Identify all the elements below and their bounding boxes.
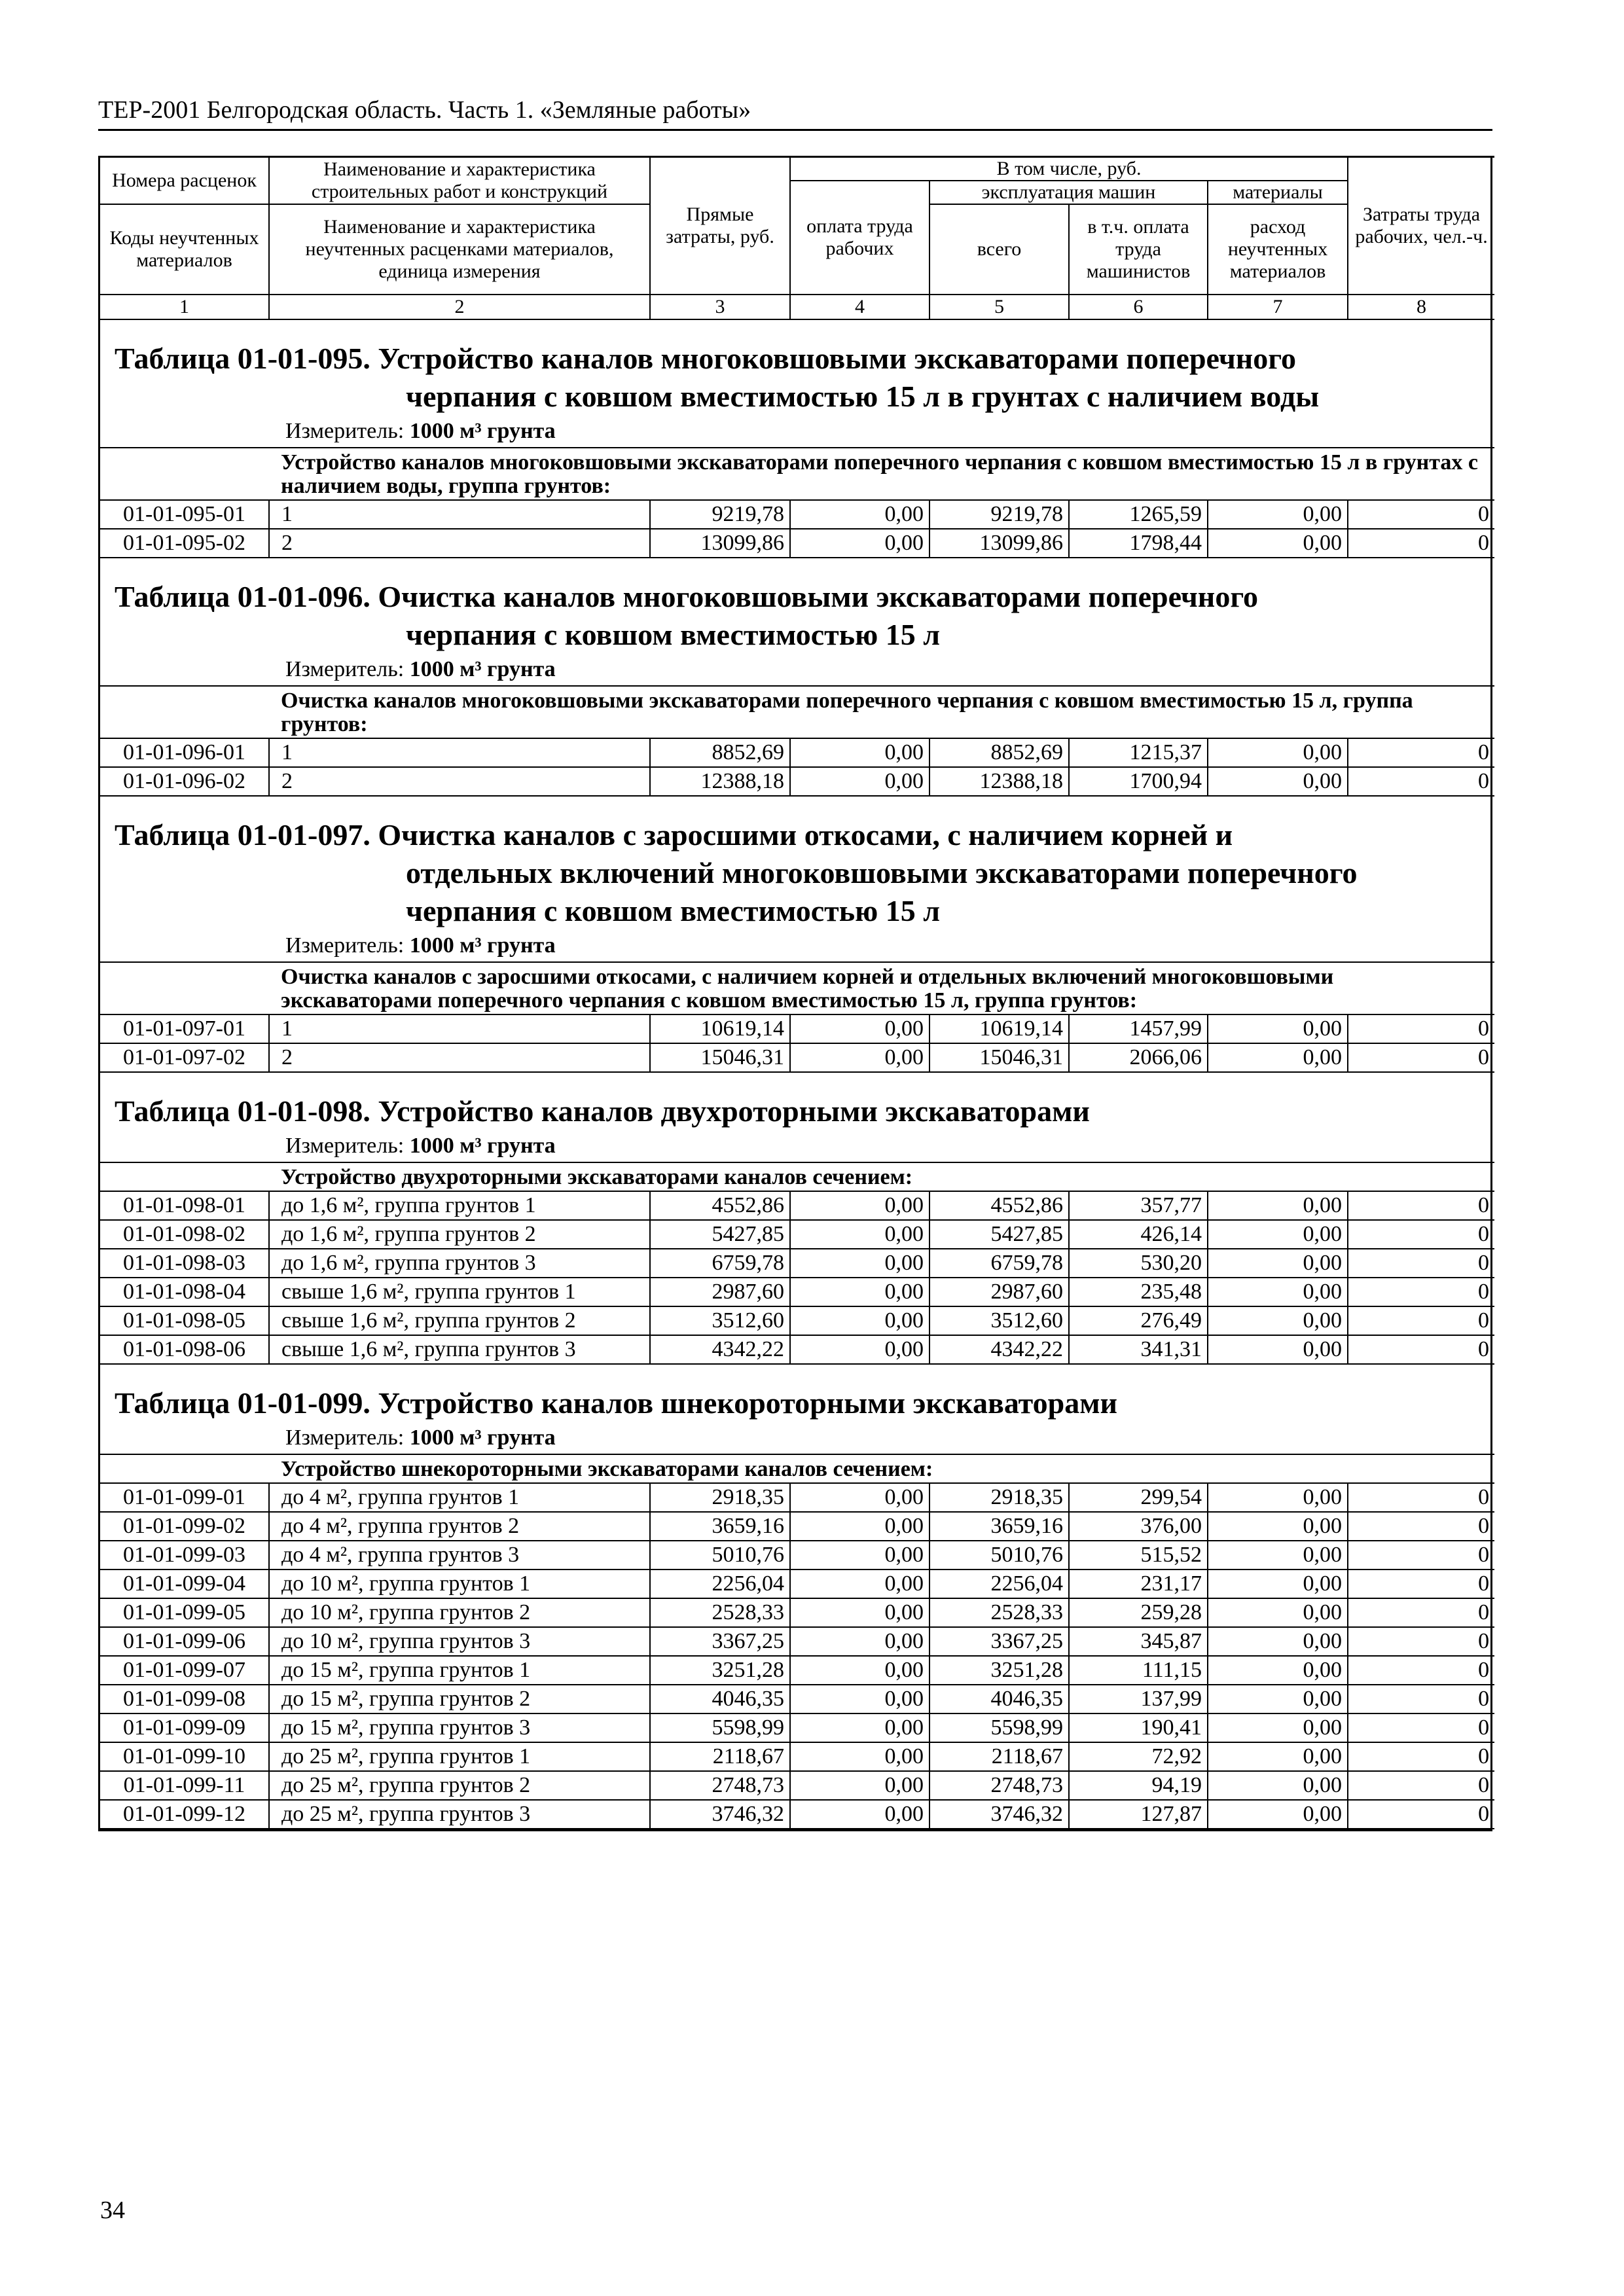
group-heading-text: Очистка каналов с заросшими откосами, с наличием корней и отдельных включений многоковшовыми экскаваторами поперечного черпания с ковшом вместимостью 15 л, группа грунтов: xyxy=(269,962,1494,1014)
machine-total-cell: 3746,32 xyxy=(929,1800,1069,1829)
material-cell: 0,00 xyxy=(1208,1742,1348,1771)
machine-total-cell: 4342,22 xyxy=(929,1335,1069,1364)
section-title xyxy=(100,578,1490,654)
rate-code-cell: 01-01-095-01 xyxy=(100,500,269,529)
direct-cost-cell: 9219,78 xyxy=(650,500,790,529)
col-machine-total-header: всего xyxy=(929,204,1069,295)
machinist-pay-cell: 231,17 xyxy=(1069,1570,1208,1598)
description-cell: до 1,6 м², группа грунтов 1 xyxy=(269,1191,650,1220)
rate-code-cell: 01-01-099-04 xyxy=(100,1570,269,1598)
measure-line xyxy=(100,416,1490,447)
machinist-pay-cell: 1798,44 xyxy=(1069,529,1208,558)
col-direct-costs-header: Прямые затраты, руб. xyxy=(650,157,790,295)
description-cell: до 15 м², группа грунтов 3 xyxy=(269,1713,650,1742)
description-cell: до 1,6 м², группа грунтов 2 xyxy=(269,1220,650,1249)
rate-code-cell: 01-01-097-01 xyxy=(100,1014,269,1043)
material-cell: 0,00 xyxy=(1208,1249,1348,1278)
worker-pay-cell: 0,00 xyxy=(790,1249,929,1278)
material-cell: 0,00 xyxy=(1208,1656,1348,1685)
machinist-pay-cell: 127,87 xyxy=(1069,1800,1208,1829)
labor-hours-cell: 0 xyxy=(1348,1278,1494,1306)
rates-table xyxy=(100,685,1494,797)
machine-total-cell: 4046,35 xyxy=(929,1685,1069,1713)
measure-label: Измеритель: xyxy=(285,933,405,958)
labor-hours-cell: 0 xyxy=(1348,1306,1494,1335)
machine-total-cell: 3367,25 xyxy=(929,1627,1069,1656)
col-labor-hours-header: Затраты труда рабочих, чел.-ч. xyxy=(1348,157,1494,295)
description-cell: до 15 м², группа грунтов 1 xyxy=(269,1656,650,1685)
table-row xyxy=(100,1541,1494,1570)
worker-pay-cell: 0,00 xyxy=(790,1656,929,1685)
table-row xyxy=(100,1800,1494,1829)
material-cell: 0,00 xyxy=(1208,1685,1348,1713)
col-worker-pay-header: оплата труда рабочих xyxy=(790,181,929,295)
col-machinist-pay-header: в т.ч. оплата труда машинистов xyxy=(1069,204,1208,295)
group-heading-spacer xyxy=(100,448,269,500)
labor-hours-cell: 0 xyxy=(1348,1570,1494,1598)
labor-hours-cell: 0 xyxy=(1348,767,1494,796)
group-heading-row xyxy=(100,962,1494,1014)
machine-total-cell: 2918,35 xyxy=(929,1483,1069,1512)
table-row xyxy=(100,1627,1494,1656)
direct-cost-cell: 4552,86 xyxy=(650,1191,790,1220)
machine-total-cell: 2256,04 xyxy=(929,1570,1069,1598)
table-row xyxy=(100,500,1494,529)
section-title-continuation: черпания с ковшом вместимостью 15 л xyxy=(406,618,941,651)
material-cell: 0,00 xyxy=(1208,1598,1348,1627)
table-row xyxy=(100,529,1494,558)
table-row xyxy=(100,1483,1494,1512)
material-cell: 0,00 xyxy=(1208,1483,1348,1512)
rate-code-cell: 01-01-097-02 xyxy=(100,1043,269,1072)
machinist-pay-cell: 1700,94 xyxy=(1069,767,1208,796)
section-title-lead: Таблица 01-01-095. Устройство каналов многоковшовыми экскаваторами поперечного xyxy=(115,342,1297,375)
labor-hours-cell: 0 xyxy=(1348,1249,1494,1278)
rate-code-cell: 01-01-099-06 xyxy=(100,1627,269,1656)
description-cell: свыше 1,6 м², группа грунтов 3 xyxy=(269,1335,650,1364)
rates-table xyxy=(100,447,1494,558)
labor-hours-cell: 0 xyxy=(1348,1335,1494,1364)
measure-value: 1000 м³ грунта xyxy=(409,657,556,681)
worker-pay-cell: 0,00 xyxy=(790,1335,929,1364)
group-heading-spacer xyxy=(100,686,269,738)
machinist-pay-cell: 515,52 xyxy=(1069,1541,1208,1570)
rate-table-section xyxy=(100,340,1490,558)
labor-hours-cell: 0 xyxy=(1348,1598,1494,1627)
table-row xyxy=(100,1598,1494,1627)
worker-pay-cell: 0,00 xyxy=(790,1713,929,1742)
group-heading-text: Устройство двухроторными экскаваторами каналов сечением: xyxy=(269,1162,1494,1191)
table-row xyxy=(100,1742,1494,1771)
material-cell: 0,00 xyxy=(1208,1771,1348,1800)
direct-cost-cell: 3251,28 xyxy=(650,1656,790,1685)
material-cell: 0,00 xyxy=(1208,1306,1348,1335)
direct-cost-cell: 10619,14 xyxy=(650,1014,790,1043)
description-cell: до 25 м², группа грунтов 3 xyxy=(269,1800,650,1829)
machinist-pay-cell: 1457,99 xyxy=(1069,1014,1208,1043)
table-row xyxy=(100,1570,1494,1598)
group-heading-text: Очистка каналов многоковшовыми экскаваторами поперечного черпания с ковшом вместимостью 15 л, группа грунтов: xyxy=(269,686,1494,738)
table-row xyxy=(100,1043,1494,1072)
worker-pay-cell: 0,00 xyxy=(790,1191,929,1220)
worker-pay-cell: 0,00 xyxy=(790,1598,929,1627)
rate-code-cell: 01-01-098-05 xyxy=(100,1306,269,1335)
table-row xyxy=(100,1306,1494,1335)
rate-code-cell: 01-01-099-11 xyxy=(100,1771,269,1800)
section-title-lead: Таблица 01-01-099. Устройство каналов шнекороторными экскаваторами xyxy=(115,1386,1118,1420)
description-cell: до 15 м², группа грунтов 2 xyxy=(269,1685,650,1713)
col-material-name-header: Наименование и характеристика неучтенных расценками материалов, единица измерения xyxy=(269,204,650,295)
section-title xyxy=(100,1384,1490,1422)
rates-table xyxy=(100,961,1494,1073)
measure-line xyxy=(100,1422,1490,1454)
labor-hours-cell: 0 xyxy=(1348,1742,1494,1771)
machine-total-cell: 6759,78 xyxy=(929,1249,1069,1278)
direct-cost-cell: 2987,60 xyxy=(650,1278,790,1306)
machine-total-cell: 8852,69 xyxy=(929,738,1069,767)
col-work-name-header: Наименование и характеристика строительных работ и конструкций xyxy=(269,157,650,205)
machinist-pay-cell: 94,19 xyxy=(1069,1771,1208,1800)
description-cell: до 4 м², группа грунтов 2 xyxy=(269,1512,650,1541)
machinist-pay-cell: 376,00 xyxy=(1069,1512,1208,1541)
direct-cost-cell: 5598,99 xyxy=(650,1713,790,1742)
description-cell: 1 xyxy=(269,738,650,767)
description-cell: 2 xyxy=(269,1043,650,1072)
col-material-codes-header: Коды неучтенных материалов xyxy=(100,204,269,295)
column-number: 2 xyxy=(269,295,650,319)
machine-total-cell: 3512,60 xyxy=(929,1306,1069,1335)
machine-total-cell: 2748,73 xyxy=(929,1771,1069,1800)
worker-pay-cell: 0,00 xyxy=(790,1742,929,1771)
machinist-pay-cell: 276,49 xyxy=(1069,1306,1208,1335)
column-number: 4 xyxy=(790,295,929,319)
labor-hours-cell: 0 xyxy=(1348,1191,1494,1220)
rate-code-cell: 01-01-098-04 xyxy=(100,1278,269,1306)
description-cell: до 10 м², группа грунтов 3 xyxy=(269,1627,650,1656)
worker-pay-cell: 0,00 xyxy=(790,1483,929,1512)
col-rate-number-header: Номера расценок xyxy=(100,157,269,205)
measure-label: Измеритель: xyxy=(285,419,405,443)
material-cell: 0,00 xyxy=(1208,738,1348,767)
machine-total-cell: 2528,33 xyxy=(929,1598,1069,1627)
worker-pay-cell: 0,00 xyxy=(790,1771,929,1800)
description-cell: свыше 1,6 м², группа грунтов 2 xyxy=(269,1306,650,1335)
rate-code-cell: 01-01-099-01 xyxy=(100,1483,269,1512)
measure-value: 1000 м³ грунта xyxy=(409,1426,556,1450)
direct-cost-cell: 3659,16 xyxy=(650,1512,790,1541)
worker-pay-cell: 0,00 xyxy=(790,738,929,767)
measure-value: 1000 м³ грунта xyxy=(409,1134,556,1158)
machinist-pay-cell: 2066,06 xyxy=(1069,1043,1208,1072)
column-number: 3 xyxy=(650,295,790,319)
worker-pay-cell: 0,00 xyxy=(790,1570,929,1598)
section-title-continuation: черпания с ковшом вместимостью 15 л в грунтах с наличием воды xyxy=(406,380,1320,413)
direct-cost-cell: 2256,04 xyxy=(650,1570,790,1598)
description-cell: до 4 м², группа грунтов 1 xyxy=(269,1483,650,1512)
labor-hours-cell: 0 xyxy=(1348,500,1494,529)
group-heading-row xyxy=(100,1162,1494,1191)
labor-hours-cell: 0 xyxy=(1348,1627,1494,1656)
rate-table-section xyxy=(100,578,1490,797)
col-machine-header: эксплуатация машин xyxy=(929,181,1208,204)
machine-total-cell: 10619,14 xyxy=(929,1014,1069,1043)
table-row xyxy=(100,1335,1494,1364)
material-cell: 0,00 xyxy=(1208,1335,1348,1364)
machinist-pay-cell: 235,48 xyxy=(1069,1278,1208,1306)
measure-line xyxy=(100,654,1490,685)
material-cell: 0,00 xyxy=(1208,1014,1348,1043)
section-title-lead: Таблица 01-01-097. Очистка каналов с заросшими откосами, с наличием корней и xyxy=(115,818,1233,852)
worker-pay-cell: 0,00 xyxy=(790,1512,929,1541)
direct-cost-cell: 4046,35 xyxy=(650,1685,790,1713)
material-cell: 0,00 xyxy=(1208,1220,1348,1249)
rate-code-cell: 01-01-099-10 xyxy=(100,1742,269,1771)
labor-hours-cell: 0 xyxy=(1348,1483,1494,1512)
section-title-lead: Таблица 01-01-096. Очистка каналов многоковшовыми экскаваторами поперечного xyxy=(115,580,1259,613)
worker-pay-cell: 0,00 xyxy=(790,500,929,529)
machinist-pay-cell: 530,20 xyxy=(1069,1249,1208,1278)
table-row xyxy=(100,1249,1494,1278)
direct-cost-cell: 2918,35 xyxy=(650,1483,790,1512)
machinist-pay-cell: 426,14 xyxy=(1069,1220,1208,1249)
rate-code-cell: 01-01-095-02 xyxy=(100,529,269,558)
rate-code-cell: 01-01-098-06 xyxy=(100,1335,269,1364)
rates-table xyxy=(100,1162,1494,1365)
direct-cost-cell: 6759,78 xyxy=(650,1249,790,1278)
description-cell: до 25 м², группа грунтов 1 xyxy=(269,1742,650,1771)
worker-pay-cell: 0,00 xyxy=(790,1278,929,1306)
measure-value: 1000 м³ грунта xyxy=(409,933,556,958)
machinist-pay-cell: 259,28 xyxy=(1069,1598,1208,1627)
machine-total-cell: 5010,76 xyxy=(929,1541,1069,1570)
group-heading-spacer xyxy=(100,1454,269,1483)
column-number-row xyxy=(100,295,1494,319)
column-number: 8 xyxy=(1348,295,1494,319)
machinist-pay-cell: 357,77 xyxy=(1069,1191,1208,1220)
labor-hours-cell: 0 xyxy=(1348,738,1494,767)
direct-cost-cell: 8852,69 xyxy=(650,738,790,767)
direct-cost-cell: 5010,76 xyxy=(650,1541,790,1570)
material-cell: 0,00 xyxy=(1208,1627,1348,1656)
machine-total-cell: 3251,28 xyxy=(929,1656,1069,1685)
rates-table xyxy=(100,1454,1494,1829)
table-row xyxy=(100,1014,1494,1043)
description-cell: до 1,6 м², группа грунтов 3 xyxy=(269,1249,650,1278)
direct-cost-cell: 15046,31 xyxy=(650,1043,790,1072)
labor-hours-cell: 0 xyxy=(1348,1800,1494,1829)
column-number: 6 xyxy=(1069,295,1208,319)
machine-total-cell: 5598,99 xyxy=(929,1713,1069,1742)
direct-cost-cell: 5427,85 xyxy=(650,1220,790,1249)
worker-pay-cell: 0,00 xyxy=(790,1541,929,1570)
labor-hours-cell: 0 xyxy=(1348,1541,1494,1570)
machinist-pay-cell: 341,31 xyxy=(1069,1335,1208,1364)
labor-hours-cell: 0 xyxy=(1348,1512,1494,1541)
description-cell: до 25 м², группа грунтов 2 xyxy=(269,1771,650,1800)
group-heading-row xyxy=(100,686,1494,738)
rate-code-cell: 01-01-096-01 xyxy=(100,738,269,767)
direct-cost-cell: 4342,22 xyxy=(650,1335,790,1364)
machine-total-cell: 2118,67 xyxy=(929,1742,1069,1771)
machine-total-cell: 5427,85 xyxy=(929,1220,1069,1249)
worker-pay-cell: 0,00 xyxy=(790,1627,929,1656)
description-cell: 2 xyxy=(269,767,650,796)
rate-code-cell: 01-01-098-03 xyxy=(100,1249,269,1278)
labor-hours-cell: 0 xyxy=(1348,1685,1494,1713)
material-cell: 0,00 xyxy=(1208,1570,1348,1598)
machine-total-cell: 13099,86 xyxy=(929,529,1069,558)
worker-pay-cell: 0,00 xyxy=(790,1014,929,1043)
group-heading-row xyxy=(100,448,1494,500)
labor-hours-cell: 0 xyxy=(1348,1713,1494,1742)
worker-pay-cell: 0,00 xyxy=(790,1043,929,1072)
group-heading-text: Устройство шнекороторными экскаваторами каналов сечением: xyxy=(269,1454,1494,1483)
measure-line xyxy=(100,1130,1490,1162)
labor-hours-cell: 0 xyxy=(1348,1771,1494,1800)
rate-code-cell: 01-01-099-12 xyxy=(100,1800,269,1829)
machinist-pay-cell: 345,87 xyxy=(1069,1627,1208,1656)
rate-code-cell: 01-01-096-02 xyxy=(100,767,269,796)
section-title-continuation: отдельных включений многоковшовыми экскаваторами поперечного черпания с ковшом вместимостью 15 л xyxy=(406,856,1358,927)
rate-code-cell: 01-01-098-01 xyxy=(100,1191,269,1220)
machine-total-cell: 15046,31 xyxy=(929,1043,1069,1072)
material-cell: 0,00 xyxy=(1208,1541,1348,1570)
measure-label: Измеритель: xyxy=(285,1426,405,1450)
description-cell: 1 xyxy=(269,500,650,529)
worker-pay-cell: 0,00 xyxy=(790,1685,929,1713)
machinist-pay-cell: 72,92 xyxy=(1069,1742,1208,1771)
rate-code-cell: 01-01-099-08 xyxy=(100,1685,269,1713)
sections-container xyxy=(100,340,1490,1829)
section-title xyxy=(100,1092,1490,1130)
description-cell: до 4 м², группа грунтов 3 xyxy=(269,1541,650,1570)
group-heading-spacer xyxy=(100,1162,269,1191)
col-materials-header: материалы xyxy=(1208,181,1348,204)
description-cell: 1 xyxy=(269,1014,650,1043)
worker-pay-cell: 0,00 xyxy=(790,1800,929,1829)
table-row xyxy=(100,1191,1494,1220)
material-cell: 0,00 xyxy=(1208,1043,1348,1072)
table-row xyxy=(100,767,1494,796)
page-header: ТЕР-2001 Белгородская область. Часть 1. «Земляные работы» xyxy=(98,94,1492,131)
labor-hours-cell: 0 xyxy=(1348,529,1494,558)
rate-code-cell: 01-01-099-05 xyxy=(100,1598,269,1627)
rate-table-section xyxy=(100,1384,1490,1829)
table-row xyxy=(100,1656,1494,1685)
worker-pay-cell: 0,00 xyxy=(790,767,929,796)
labor-hours-cell: 0 xyxy=(1348,1014,1494,1043)
material-cell: 0,00 xyxy=(1208,1800,1348,1829)
measure-value: 1000 м³ грунта xyxy=(409,419,556,443)
measure-label: Измеритель: xyxy=(285,657,405,681)
material-cell: 0,00 xyxy=(1208,1191,1348,1220)
machine-total-cell: 4552,86 xyxy=(929,1191,1069,1220)
direct-cost-cell: 12388,18 xyxy=(650,767,790,796)
rate-code-cell: 01-01-099-09 xyxy=(100,1713,269,1742)
direct-cost-cell: 3746,32 xyxy=(650,1800,790,1829)
direct-cost-cell: 2528,33 xyxy=(650,1598,790,1627)
machine-total-cell: 3659,16 xyxy=(929,1512,1069,1541)
worker-pay-cell: 0,00 xyxy=(790,529,929,558)
table-row xyxy=(100,1512,1494,1541)
material-cell: 0,00 xyxy=(1208,1278,1348,1306)
column-number: 7 xyxy=(1208,295,1348,319)
worker-pay-cell: 0,00 xyxy=(790,1220,929,1249)
labor-hours-cell: 0 xyxy=(1348,1220,1494,1249)
machinist-pay-cell: 111,15 xyxy=(1069,1656,1208,1685)
direct-cost-cell: 2748,73 xyxy=(650,1771,790,1800)
description-cell: свыше 1,6 м², группа грунтов 1 xyxy=(269,1278,650,1306)
col-including-header: В том числе, руб. xyxy=(790,157,1348,181)
column-number: 1 xyxy=(100,295,269,319)
description-cell: до 10 м², группа грунтов 2 xyxy=(269,1598,650,1627)
measure-label: Измеритель: xyxy=(285,1134,405,1158)
direct-cost-cell: 3512,60 xyxy=(650,1306,790,1335)
table-row xyxy=(100,1220,1494,1249)
labor-hours-cell: 0 xyxy=(1348,1656,1494,1685)
material-cell: 0,00 xyxy=(1208,500,1348,529)
machinist-pay-cell: 190,41 xyxy=(1069,1713,1208,1742)
table-row xyxy=(100,1771,1494,1800)
labor-hours-cell: 0 xyxy=(1348,1043,1494,1072)
description-cell: 2 xyxy=(269,529,650,558)
group-heading-row xyxy=(100,1454,1494,1483)
machinist-pay-cell: 1265,59 xyxy=(1069,500,1208,529)
table-row xyxy=(100,1685,1494,1713)
machinist-pay-cell: 299,54 xyxy=(1069,1483,1208,1512)
worker-pay-cell: 0,00 xyxy=(790,1306,929,1335)
section-title xyxy=(100,816,1490,930)
direct-cost-cell: 3367,25 xyxy=(650,1627,790,1656)
material-cell: 0,00 xyxy=(1208,1713,1348,1742)
table-row xyxy=(100,1713,1494,1742)
rate-code-cell: 01-01-099-02 xyxy=(100,1512,269,1541)
group-heading-spacer xyxy=(100,962,269,1014)
price-table-frame xyxy=(98,156,1492,1831)
section-title xyxy=(100,340,1490,416)
page-number: 34 xyxy=(100,2197,125,2224)
column-number: 5 xyxy=(929,295,1069,319)
rate-code-cell: 01-01-098-02 xyxy=(100,1220,269,1249)
machinist-pay-cell: 137,99 xyxy=(1069,1685,1208,1713)
direct-cost-cell: 13099,86 xyxy=(650,529,790,558)
col-material-use-header: расход неучтенных материалов xyxy=(1208,204,1348,295)
machinist-pay-cell: 1215,37 xyxy=(1069,738,1208,767)
machine-total-cell: 12388,18 xyxy=(929,767,1069,796)
material-cell: 0,00 xyxy=(1208,1512,1348,1541)
table-row xyxy=(100,738,1494,767)
material-cell: 0,00 xyxy=(1208,529,1348,558)
rate-table-section xyxy=(100,816,1490,1073)
section-title-lead: Таблица 01-01-098. Устройство каналов двухроторными экскаваторами xyxy=(115,1094,1090,1128)
material-cell: 0,00 xyxy=(1208,767,1348,796)
rate-table-section xyxy=(100,1092,1490,1365)
table-row xyxy=(100,1278,1494,1306)
rate-code-cell: 01-01-099-07 xyxy=(100,1656,269,1685)
direct-cost-cell: 2118,67 xyxy=(650,1742,790,1771)
machine-total-cell: 2987,60 xyxy=(929,1278,1069,1306)
group-heading-text: Устройство каналов многоковшовыми экскаваторами поперечного черпания с ковшом вместимостью 15 л в грунтах с наличием воды, группа грунтов: xyxy=(269,448,1494,500)
machine-total-cell: 9219,78 xyxy=(929,500,1069,529)
measure-line xyxy=(100,930,1490,961)
column-header-table xyxy=(100,156,1494,320)
description-cell: до 10 м², группа грунтов 1 xyxy=(269,1570,650,1598)
rate-code-cell: 01-01-099-03 xyxy=(100,1541,269,1570)
